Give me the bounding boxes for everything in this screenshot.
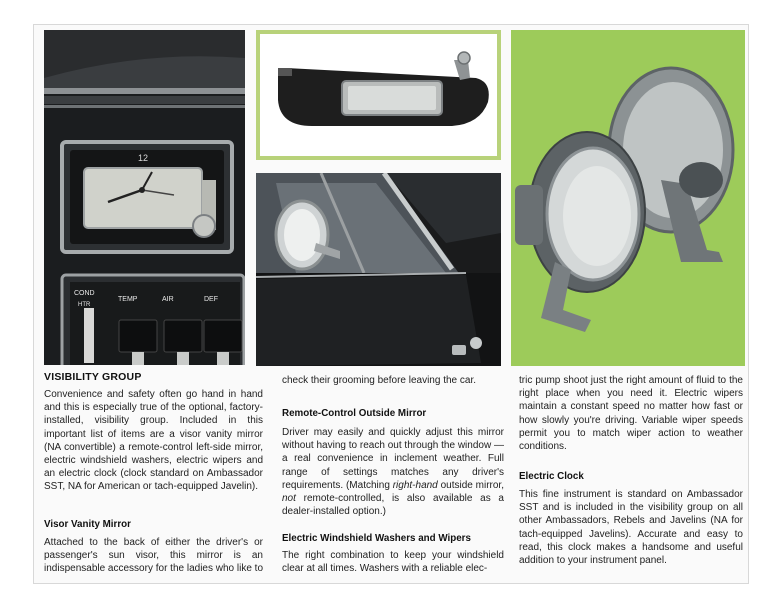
col2-continuation: check their grooming before leaving the car. bbox=[282, 375, 476, 386]
washers-wipers-text: The right combination to keep your windshield clear at all times. Washers with a reliable elec- bbox=[282, 550, 504, 575]
heater-label-htr: HTR bbox=[78, 302, 91, 308]
remote-mirror-text bbox=[282, 426, 504, 518]
heater-label-temp: TEMP bbox=[118, 296, 138, 303]
visibility-group-intro: Convenience and safety often go hand in hand and this is especially true of the optional, factory-installed, visibility group. Included in this important list of items are a visor vanity mirror (NA convertible) a remote-control left-side mirror, electric windshield washers, electric wipers and an electric clock (clock standard on Ambassador SST, NA for American or tach-equipped Javelin). bbox=[44, 389, 263, 493]
remote-italic-not: not bbox=[282, 493, 296, 505]
brochure-page bbox=[33, 24, 749, 584]
washers-wipers-heading: Electric Windshield Washers and Wipers bbox=[282, 533, 471, 544]
electric-clock-text: This fine instrument is standard on Ambassador SST and is included in the visibility group on all other Ambassadors, Rebels and Javelins (NA for tach-equipped Javelins). Accurate and easy to read, this clock makes a handsome and useful addition to your instrument panel. bbox=[519, 489, 743, 567]
visor-vanity-mirror-heading: Visor Vanity Mirror bbox=[44, 519, 131, 530]
clock-numeral: 12 bbox=[138, 153, 149, 163]
remote-mirror-heading: Remote-Control Outside Mirror bbox=[282, 408, 427, 419]
outside-mirror-photo bbox=[256, 173, 501, 366]
heater-label-cond: COND bbox=[74, 290, 95, 297]
heater-label-air: AIR bbox=[162, 296, 174, 303]
visor-vanity-mirror-text: Attached to the back of either the driver's or passenger's sun visor, this mirror is an indispensable accessory for the ladies who like to bbox=[44, 537, 264, 575]
dashboard-illustration bbox=[44, 30, 245, 365]
col3-continuation: tric pump shoot just the right amount of fluid to the right place when you need it. Electric wipers maintain a constant speed no matter how fast or how slowly you're driving. Variable wiper speeds permit you to match wiper action to weather conditions. bbox=[519, 375, 743, 453]
remote-text-part-3: remote-controlled, is also available as a dealer-installed option.) bbox=[282, 493, 504, 518]
outside-mirror-illustration bbox=[256, 173, 501, 366]
remote-text-part-1: Driver may easily and quickly adjust this mirror without having to reach out through the window — a real convenience in inclement weather. Full range of settings matches any driver's requirements. (Matching bbox=[282, 427, 504, 491]
heater-label-def: DEF bbox=[204, 296, 218, 303]
dashboard-clock-photo bbox=[44, 30, 245, 365]
visor-mirror-photo bbox=[256, 30, 501, 160]
clock-illustration bbox=[511, 30, 745, 366]
remote-italic-right-hand: right-hand bbox=[392, 479, 438, 491]
remote-text-part-2: outside mirror, bbox=[437, 479, 504, 491]
visibility-group-title: VISIBILITY GROUP bbox=[44, 371, 142, 383]
visor-illustration bbox=[256, 30, 501, 160]
electric-clock-photo bbox=[511, 30, 745, 366]
electric-clock-heading: Electric Clock bbox=[519, 471, 584, 482]
